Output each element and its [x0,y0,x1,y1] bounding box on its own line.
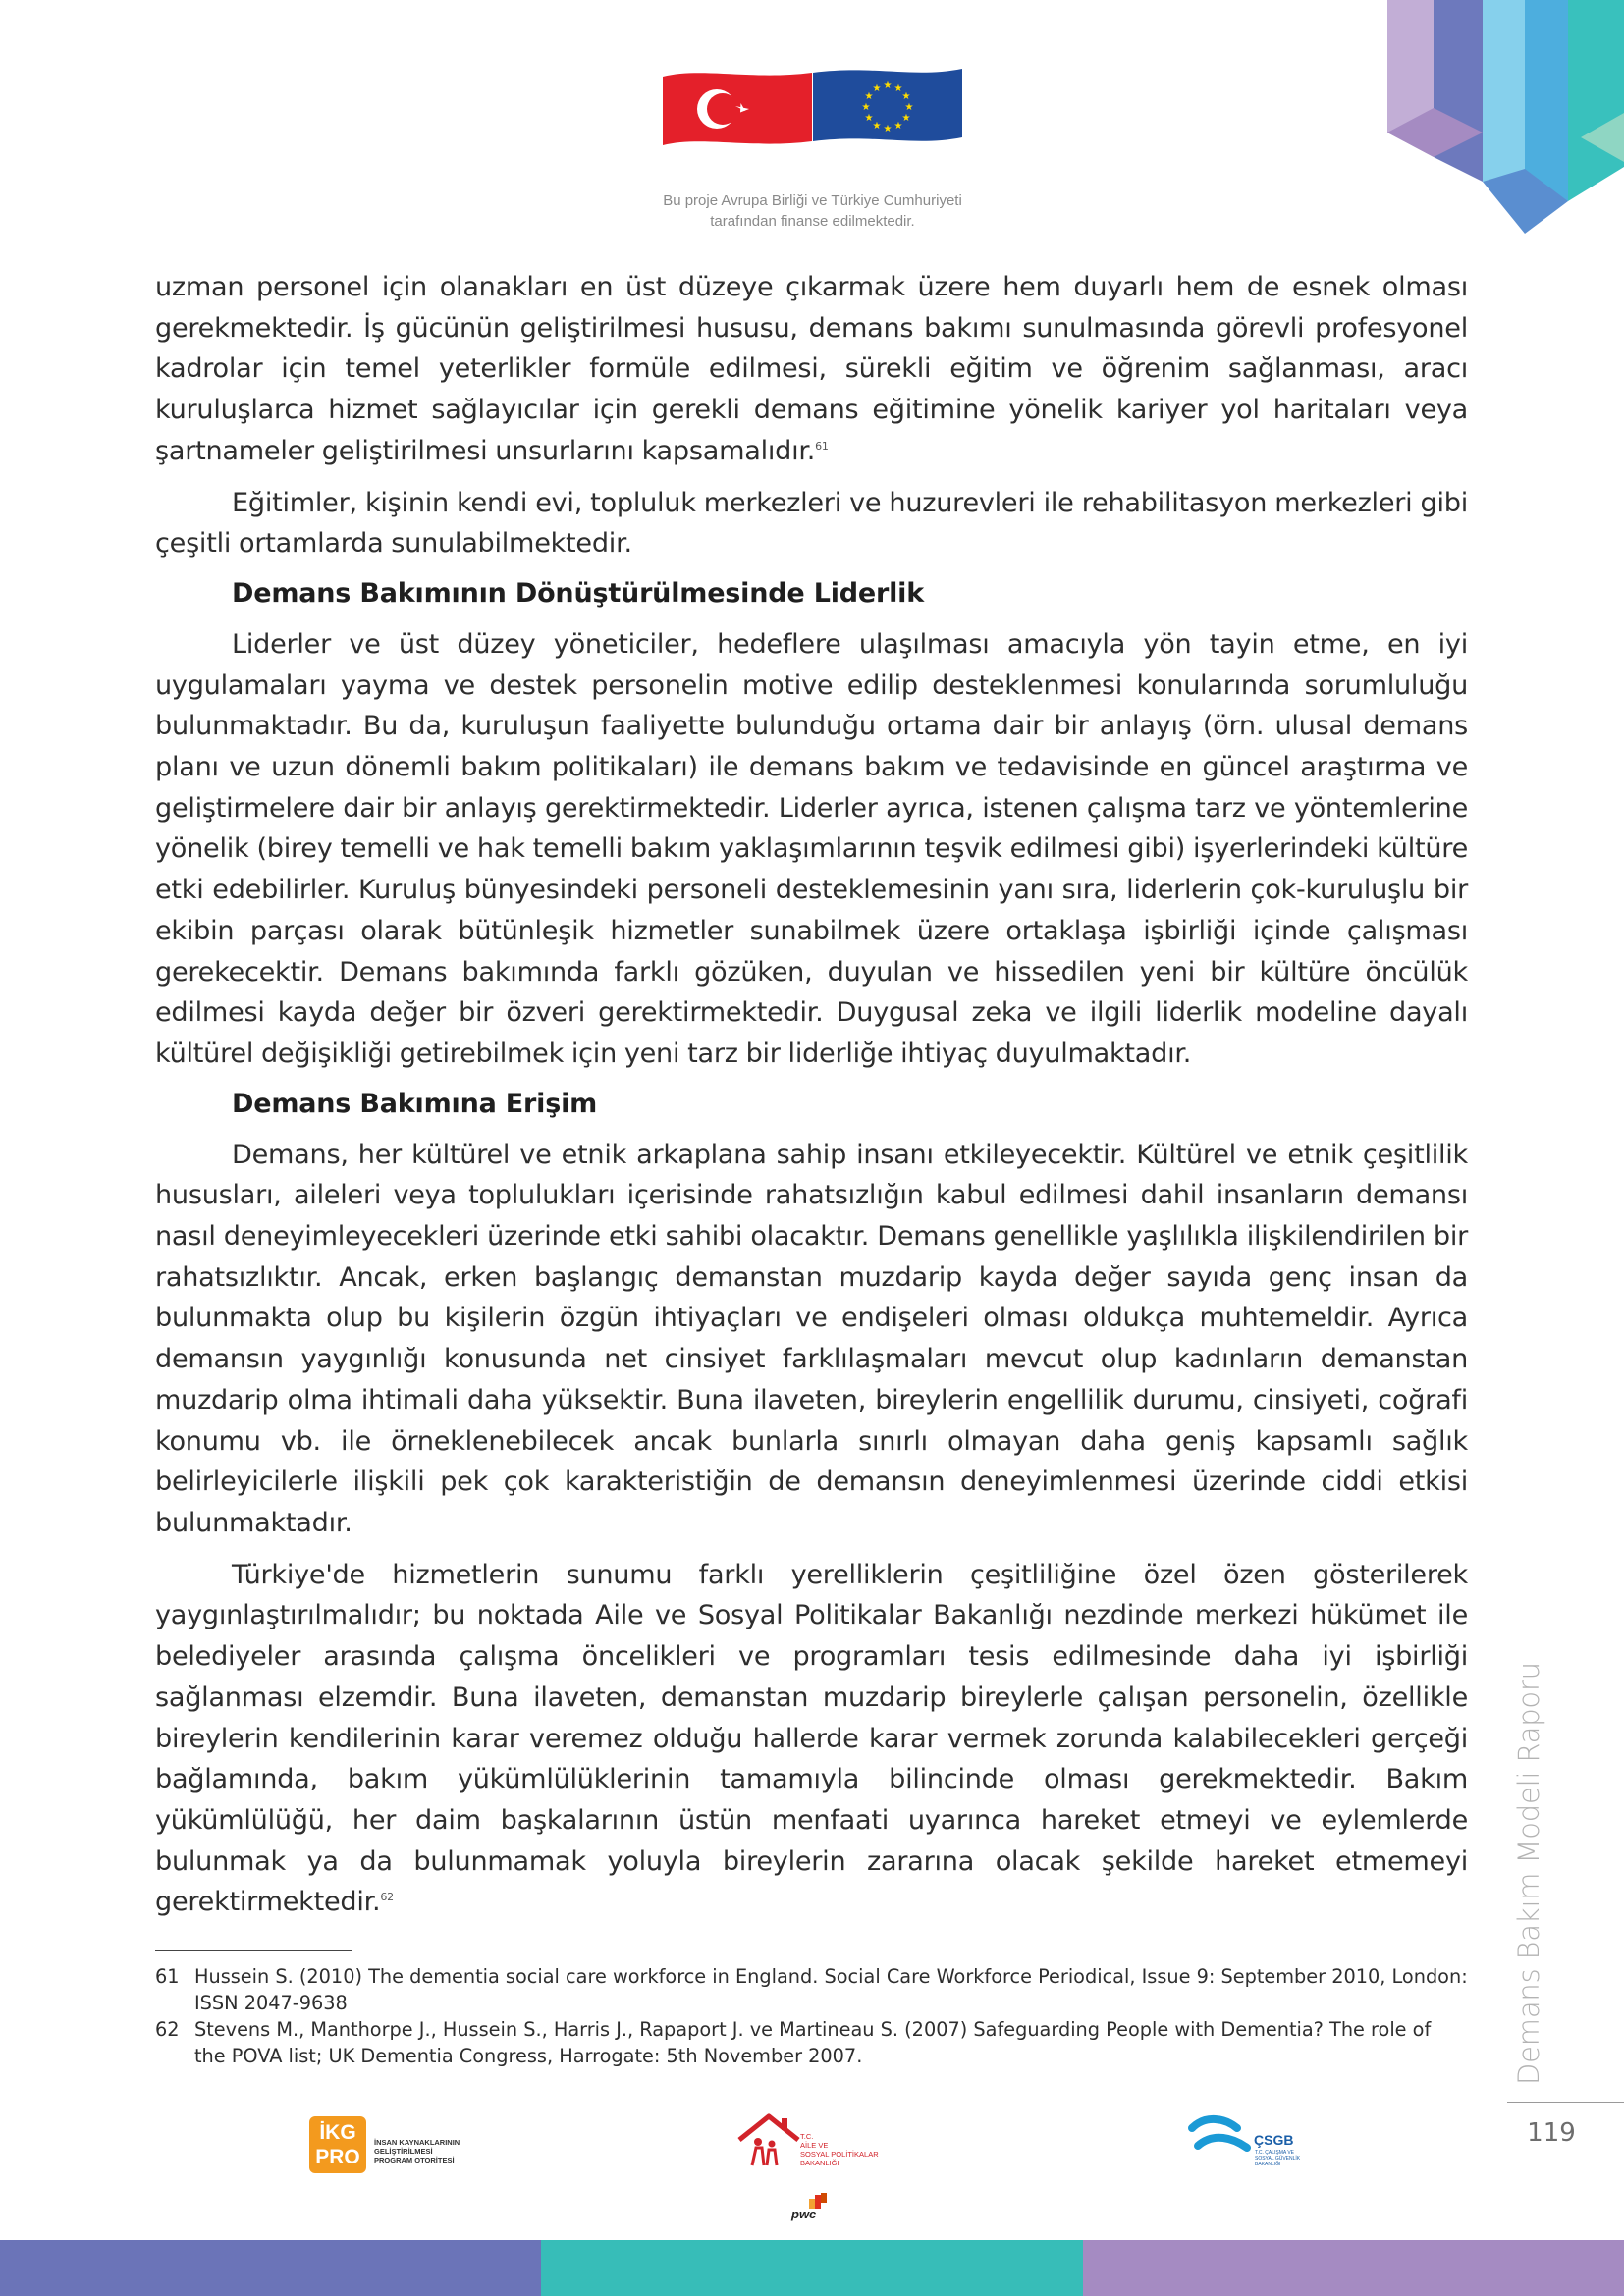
footnote-divider [155,1950,352,1951]
svg-text:★: ★ [872,121,882,132]
page-number: 119 [1527,2118,1576,2148]
svg-text:★: ★ [864,113,874,124]
flags-logo [663,69,962,147]
aile-bakanligi-logo: T.C. AİLE VE SOSYAL POLİTİKALAR BAKANLIĞI [734,2110,892,2185]
ikg-pro-mark: İKG PRO [309,2116,366,2173]
paragraph-4: Demans, her kültürel ve etnik arkaplana sahip insanı etkileyecektir. Kültürel ve etnik çeşitlilik hususları, aileleri veya toplulukları içerisinde rahatsızlığın kabul edilmesi dahil insanların demansı nasıl deneyimleyecekleri üzerinde etki sahibi olacaktır. Demans genellikle yaşlılıkla ilişkilendirilen bir rahatsızlıktır. Ancak, erken başlangıç demanstan muzdarip kayda değer sayıda genç insan da bulunmakta olup bu kişilerin özgün ihtiyaçları ve endişeleri olması oldukça muhtemeldir. Ayrıca demansın yaygınlığı konusunda net cinsiyet farklılaşmaları mevcut olup kadınların demanstan muzdarip olma ihtimali daha yüksektir. Buna ilaveten, bireylerin engellilik durumu, cinsiyeti, coğrafi konumu vb. ile örneklenebilecek ancak bunlarla sınırlı olmayan daha geniş kapsamlı sağlık belirleyicilerle ilişkili pek çok karakteristiğin de demansın deneyimlenmesi üzerinde ciddi etkisi bulunmaktadır. [155,1139,1468,1538]
svg-text:★: ★ [893,83,903,94]
csgb-wave-icon [1188,2114,1257,2163]
footnote-text: Stevens M., Manthorpe J., Hussein S., Harris J., Rapaport J. ve Martineau S. (2007) Safeguarding People with Dementia? The role of the POVA list; UK Dementia Congress, Harrogate: 5th November 2007. [194,2018,1432,2067]
pwc-name: pwc [791,2207,817,2221]
svg-text:★: ★ [901,113,911,124]
funding-caption-line-2: tarafından finanse edilmektedir. [710,213,915,230]
corner-decoration [1380,0,1624,236]
svg-text:★: ★ [901,91,911,102]
aile-house-icon [734,2110,803,2169]
svg-text:★: ★ [861,102,871,113]
footnote-number: 62 [155,2018,180,2041]
footnote-ref-61[interactable]: 61 [815,439,829,453]
csgb-logo: ÇSGB T.C. ÇALIŞMA VE SOSYAL GÜVENLİK BAKANLIĞI [1188,2112,1326,2181]
main-content [155,267,1468,1934]
svg-text:★: ★ [883,80,893,91]
eu-flag [813,69,962,141]
paragraph-3: Liderler ve üst düzey yöneticiler, hedeflere ulaşılması amacıyla yön tayin etme, en iyi uygulamaları yayma ve destek personelin motive edilip desteklenmesi konularında sorumluluğu bulunmaktadır. Bu da, kuruluşun faaliyette bulunduğu ortama dair bir anlayış (örn. ulusal demans planı ve uzun dönemli bakım politikaları) ile demans bakım ve tedavisinde en güncel araştırma ve geliştirmelere dair bir anlayış gerektirmektedir. Liderler ayrıca, istenen çalışma tarz ve yöntemlerine yönelik (birey temelli ve hak temelli bakım yaklaşımlarının teşvik edilmesi gibi) işyerlerindeki kültüre etki edebilirler. Kuruluş bünyesindeki personeli desteklemesinin yanı sıra, liderlerin çok-kuruluşlu bir ekibin parçası olarak bütünleşik hizmetler sunabilmek üzere ortaklaşa işbirliği içinde çalışması gerekecektir. Demans bakımında farklı gözüken, duyulan ve hissedilen yeni bir kültüre öncülük edilmesi kayda değer bir özveri gerektirmektedir. Duygusal zeka ve ilgili liderlik modeline dayalı kültürel değişikliği getirebilmek için yeni tarz bir liderliğe ihtiyaç duyulmaktadır. [155,628,1468,1069]
bottom-bar-segment-1 [0,2240,541,2296]
section-heading-leadership: Demans Bakımının Dönüştürülmesinde Liderlik [232,577,924,609]
section-heading-access: Demans Bakımına Erişim [232,1088,598,1119]
footnote-61 [155,1963,1468,2016]
pwc-logo [785,2193,835,2232]
bottom-bar-segment-3 [1083,2240,1624,2296]
footnote-number: 61 [155,1965,180,1988]
paragraph-5-text: Türkiye'de hizmetlerin sunumu farklı yerelliklerin çeşitliliğine özel özen gösterilerek yaygınlaştırılmalıdır; bu noktada Aile ve Sosyal Politikalar Bakanlığı nezdinde merkezi hükümet ile belediyeler arasında çalışma öncelikleri ve programları tesis edilmesinde daha iyi işbirliği sağlanması elzemdir. Buna ilaveten, demanstan muzdarip bireylerle çalışan personelin, özellikle bireylerin kendilerinin karar veremez olduğu hallerde karar vermek zorunda kalabilecekleri gerçeği bağlamında, bakım yükümlülüklerinin tamamıyla bilincinde olması gerekmektedir. Bakım yükümlülüğü, her daim başkalarının üstün menfaati uyarınca hareket etmeyi ve eylemlerde bulunmak ya da bulunmamak yoluyla bireylerin zararına olacak şekilde hareket etmemeyi gerektirmektedir. [155,1559,1468,1918]
footnote-62 [155,2016,1468,2069]
paragraph-2: Eğitimler, kişinin kendi evi, topluluk merkezleri ve huzurevleri ile rehabilitasyon merkezleri gibi çeşitli ortamlarda sunulabilmektedir. [155,487,1468,560]
svg-text:★: ★ [864,91,874,102]
footnotes [155,1963,1468,2069]
footnote-text: Hussein S. (2010) The dementia social care workforce in England. Social Care Workforce Periodical, Issue 9: September 2010, London: ISSN 2047-9638 [194,1965,1468,2014]
paragraph-1 [155,267,1468,472]
report-title-vertical: Demans Bakım Modeli Raporu [1512,1662,1545,2085]
funding-caption [628,190,997,232]
paragraph-5 [155,1555,1468,1923]
svg-text:★: ★ [904,102,914,113]
svg-text:★: ★ [893,121,903,132]
page-number-divider [1507,2102,1624,2103]
bottom-color-bar [0,2240,1624,2296]
ikg-pro-logo: İKG PRO İNSAN KAYNAKLARININ GELİŞTİRİLMESİ PROGRAM OTORİTESİ [309,2114,476,2183]
svg-text:★: ★ [883,124,893,134]
paragraph-1-text: uzman personel için olanakları en üst düzeye çıkarmak üzere hem duyarlı hem de esnek olması gerekmektedir. İş gücünün geliştirilmesi hususu, demans bakımı sunulmasında görevli profesyonel kadrolar için temel yeterlikler formüle edilmesi, sürekli eğitim ve öğrenim sağlanması, aracı kuruluşlarca hizmet sağlayıcılar için gerekli demans eğitimine yönelik kariyer yol haritaları veya şartnameler geliştirilmesi unsurlarını kapsamalıdır. [155,272,1468,466]
funding-caption-line-1: Bu proje Avrupa Birliği ve Türkiye Cumhuriyeti [663,192,962,209]
csgb-name: ÇSGB [1254,2132,1294,2148]
svg-text:★: ★ [872,83,882,94]
footnote-ref-62[interactable]: 62 [380,1891,394,1904]
bottom-bar-segment-2 [541,2240,1082,2296]
turkey-flag [663,73,812,145]
